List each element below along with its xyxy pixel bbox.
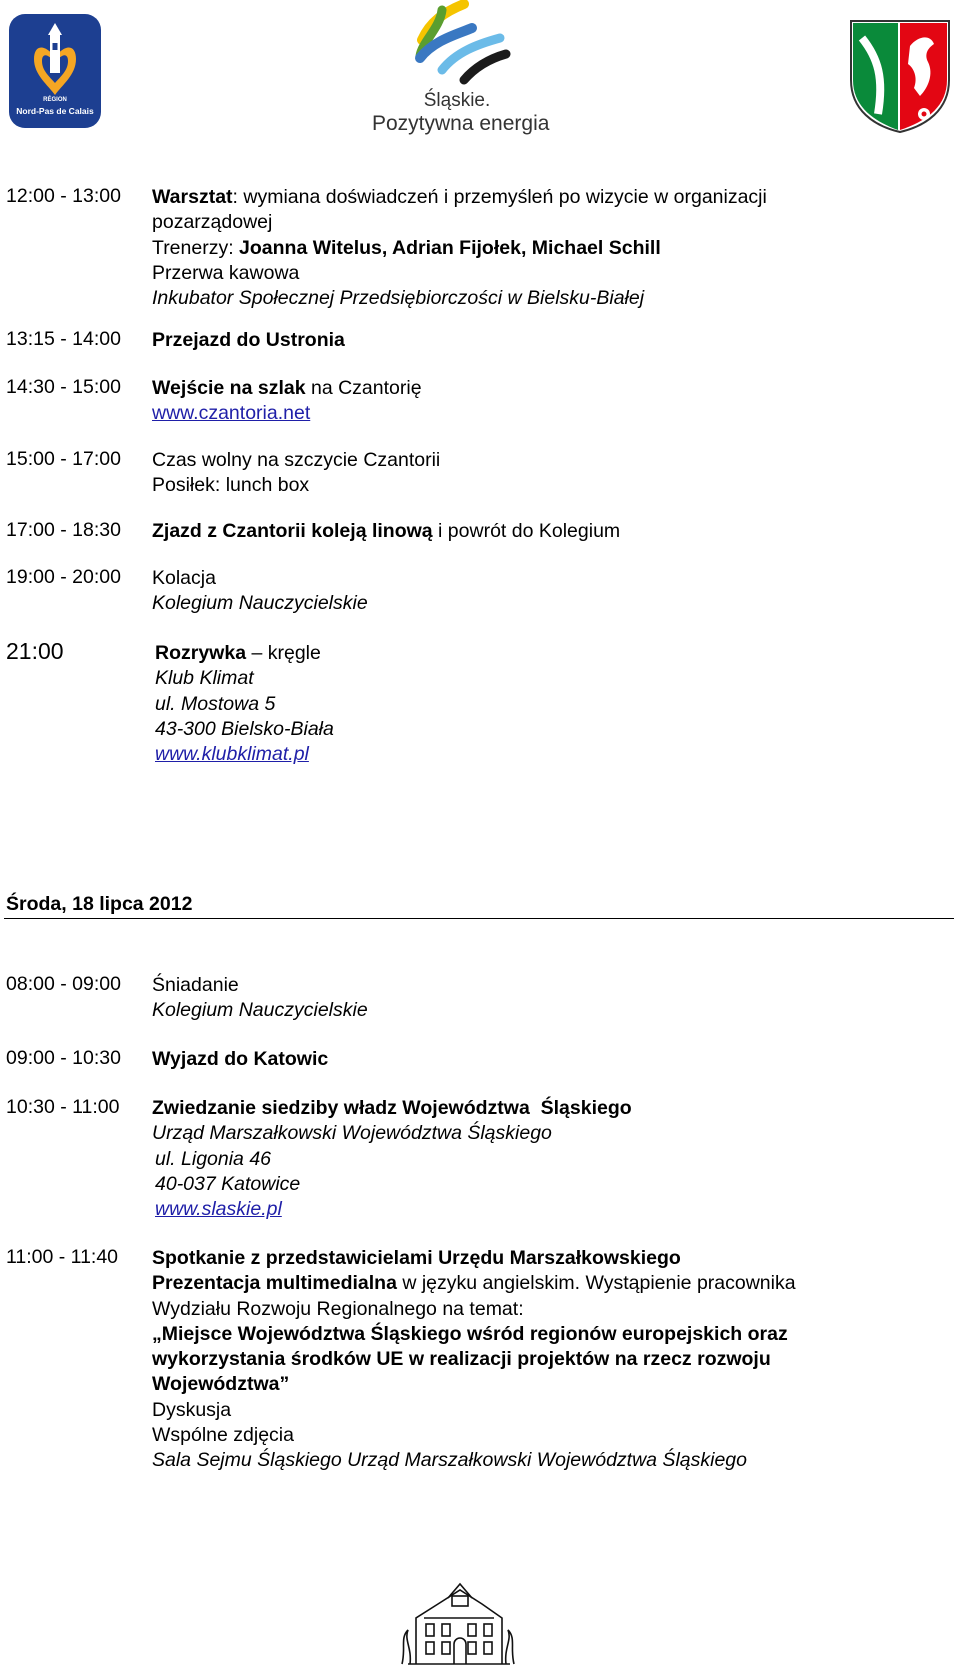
- presentation-topic: wykorzystania środków UE w realizacji projektów na rzecz rozwoju: [152, 1348, 771, 1371]
- schedule-line: [152, 376, 942, 401]
- schedule-line: [152, 1271, 942, 1296]
- logo-region-label: RÉGION: [43, 97, 67, 103]
- activity-title: Wyjazd do Katowic: [152, 1048, 329, 1070]
- activity-text: na Czantorię: [305, 377, 422, 399]
- schedule-time: 14:30 - 15:00: [6, 376, 121, 398]
- schedule-line: Wspólne zdjęcia: [152, 1424, 294, 1447]
- presentation-topic: „Miejsce Województwa Śląskiego wśród regionów europejskich oraz: [152, 1322, 788, 1345]
- klubklimat-link[interactable]: www.klubklimat.pl: [155, 743, 309, 766]
- section-divider: [4, 918, 954, 919]
- schedule-time: 11:00 - 11:40: [6, 1246, 119, 1268]
- activity-title: Spotkanie z przedstawicielami Urzędu Marszałkowskiego: [152, 1247, 681, 1269]
- slaskie-link[interactable]: www.slaskie.pl: [155, 1198, 282, 1221]
- activity-title: Przejazd do Ustronia: [152, 329, 345, 351]
- schedule-time: 10:30 - 11:00: [6, 1096, 120, 1118]
- schedule-description: [152, 376, 942, 427]
- slaskie-logo: [372, 0, 572, 100]
- schedule-line: Dyskusja: [152, 1398, 232, 1421]
- venue: Klub Klimat: [155, 667, 254, 690]
- schedule-description: [152, 185, 942, 311]
- logo-slaskie: [372, 0, 572, 146]
- schedule-time: 15:00 - 17:00: [6, 448, 121, 470]
- schedule-time: 19:00 - 20:00: [6, 566, 121, 588]
- venue: Kolegium Nauczycielskie: [152, 999, 368, 1022]
- activity-title: Rozrywka: [155, 642, 247, 664]
- schedule-line: Czas wolny na szczycie Czantorii: [152, 449, 441, 471]
- schedule-line: [155, 641, 945, 666]
- schedule-description: [152, 973, 942, 1024]
- trainers-names: Joanna Witelus, Adrian Fijołek, Michael Schill: [239, 236, 661, 259]
- schedule-time: 09:00 - 10:30: [6, 1047, 121, 1069]
- schedule-time: 17:00 - 18:30: [6, 519, 121, 541]
- venue: Kolegium Nauczycielskie: [152, 592, 368, 615]
- schedule-line: Przerwa kawowa: [152, 261, 300, 284]
- activity-title: Zjazd z Czantorii koleją linową: [152, 520, 433, 542]
- slaskie-tagline: Pozytywna energia: [372, 112, 550, 135]
- schedule-description: [152, 328, 942, 353]
- schedule-description: [152, 519, 942, 544]
- presentation-title: Prezentacja multimedialna: [152, 1272, 397, 1295]
- venue: Urząd Marszałkowski Województwa Śląskiego: [152, 1122, 552, 1145]
- schedule-time: 13:15 - 14:00: [6, 328, 121, 350]
- logo-kolegium-building: [398, 1578, 518, 1667]
- schedule-time: 08:00 - 09:00: [6, 973, 121, 995]
- schedule-description: [152, 566, 942, 617]
- slaskie-name: Śląskie.: [423, 90, 491, 111]
- presentation-topic: Województwa”: [152, 1373, 290, 1396]
- presentation-text: w języku angielskim. Wystąpienie pracownika: [396, 1272, 796, 1295]
- schedule-description: [155, 641, 945, 767]
- nrw-coat-of-arms-logo: [848, 18, 952, 134]
- address-street: ul. Ligonia 46: [155, 1147, 272, 1170]
- schedule-line: Kolacja: [152, 567, 216, 589]
- address-city: 43-300 Bielsko-Biała: [155, 717, 334, 740]
- schedule-line: Posiłek: lunch box: [152, 474, 310, 497]
- schedule-time: 12:00 - 13:00: [6, 185, 121, 207]
- venue: Inkubator Społecznej Przedsiębiorczości w Bielsku-Białej: [152, 287, 645, 310]
- schedule-line: Śniadanie: [152, 974, 239, 996]
- schedule-time: 21:00: [6, 638, 64, 664]
- activity-title: Warsztat: [152, 186, 233, 208]
- address-city: 40-037 Katowice: [155, 1172, 301, 1195]
- schedule-description: [152, 1096, 942, 1222]
- logo-region-nord-pas-de-calais: [8, 13, 102, 129]
- kolegium-building-logo: [398, 1578, 518, 1667]
- activity-text: : wymiana doświadczeń i przemyśleń po wizycie w organizacji: [232, 186, 767, 208]
- activity-text: – kręgle: [246, 642, 321, 664]
- address-street: ul. Mostowa 5: [155, 692, 276, 715]
- schedule-line: pozarządowej: [152, 211, 273, 234]
- activity-title: Zwiedzanie siedziby władz Województwa Śląskiego: [152, 1097, 632, 1119]
- venue: Sala Sejmu Śląskiego Urząd Marszałkowski Województwa Śląskiego: [152, 1449, 747, 1472]
- logo-nrw-coat-of-arms: [848, 18, 952, 134]
- activity-text: i powrót do Kolegium: [432, 520, 621, 542]
- logo-region-name: Nord-Pas de Calais: [16, 106, 94, 116]
- schedule-description: [152, 1047, 942, 1072]
- czantoria-link[interactable]: www.czantoria.net: [152, 402, 311, 425]
- activity-title: Wejście na szlak: [152, 377, 306, 399]
- schedule-line: [152, 236, 942, 261]
- schedule-line: [152, 519, 942, 544]
- schedule-line: Wydziału Rozwoju Regionalnego na temat:: [152, 1297, 524, 1320]
- day-heading: Środa, 18 lipca 2012: [6, 893, 193, 915]
- schedule-description: [152, 448, 942, 499]
- trainers-label: Trenerzy:: [152, 236, 240, 259]
- schedule-description: [152, 1246, 942, 1474]
- schedule-line: [152, 185, 942, 210]
